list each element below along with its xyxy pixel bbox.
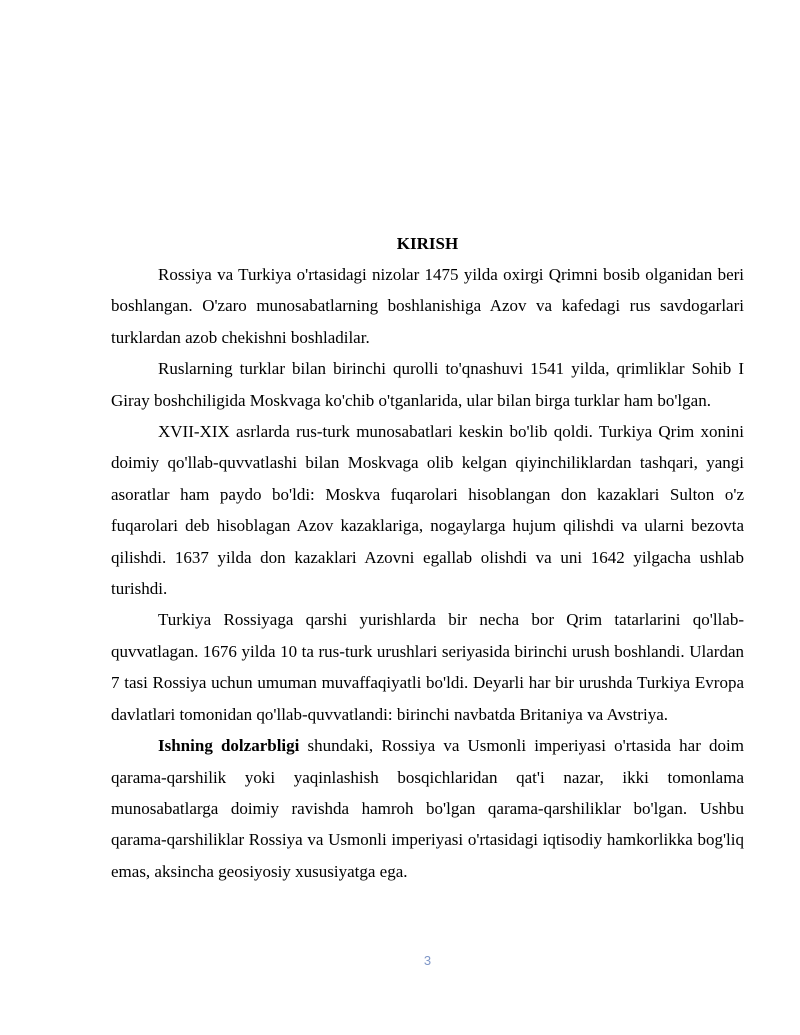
relevance-text: shundaki, Rossiya va Usmonli imperiyasi o'rtasida har doim qarama-qarshilik yoki yaqinlashish bosqichlaridan qat'i nazar, ikki tomonlama munosabatlarga doimiy ravishda hamroh bo'lgan qarama-qarshiliklar bo'lgan. Ushbu qarama-qarshiliklar Rossiya va Usmonli imperiyasi o'rtasidagi iqtisodiy hamkorlikka bog'liq emas, aksincha geosiyosiy xususiyatga ega. xyxy=(111,736,744,881)
document-body xyxy=(111,230,744,887)
paragraph-2: Ruslarning turklar bilan birinchi qurolli to'qnashuvi 1541 yilda, qrimliklar Sohib I Giray boshchiligida Moskvaga ko'chib o'tganlarida, ular bilan birga turklar ham bo'lgan. xyxy=(111,359,744,410)
relevance-heading: Ishning dolzarbligi xyxy=(158,736,300,756)
paragraph-3: XVII-XIX asrlarda rus-turk munosabatlari keskin bo'lib qoldi. Turkiya Qrim xonini doimiy qo'llab-quvvatlashi bilan Moskvaga olib kelgan qiyinchiliklardan tashqari, yangi asoratlar ham paydo bo'ldi: Moskva fuqarolari hisoblangan don kazaklari Sulton o'z fuqarolari deb hisoblagan Azov kazaklariga, nogaylarga hujum qilishdi va ularni bezovta qilishdi. 1637 yilda don kazaklari Azovni egallab olishdi va uni 1642 yilgacha ushlab turishdi. xyxy=(111,422,744,599)
paragraph-4: Turkiya Rossiyaga qarshi yurishlarda bir necha bor Qrim tatarlarini qo'llab-quvvatlagan. 1676 yilda 10 ta rus-turk urushlari seriyasida birinchi urush boshlandi. Ulardan 7 tasi Rossiya uchun umuman muvaffaqiyatli bo'ldi. Deyarli har bir urushda Turkiya Evropa davlatlari tomonidan qo'llab-quvvatlandi: birinchi navbatda Britaniya va Avstriya. xyxy=(111,610,744,724)
paragraph-1: Rossiya va Turkiya o'rtasidagi nizolar 1475 yilda oxirgi Qrimni bosib olganidan beri boshlangan. O'zaro munosabatlarning boshlanishiga Azov va kafedagi rus savdogarlari turklardan azob chekishni boshladilar. xyxy=(111,265,744,347)
section-title: KIRISH xyxy=(396,234,459,253)
paragraph-5 xyxy=(111,730,744,887)
page-number: 3 xyxy=(423,953,432,968)
